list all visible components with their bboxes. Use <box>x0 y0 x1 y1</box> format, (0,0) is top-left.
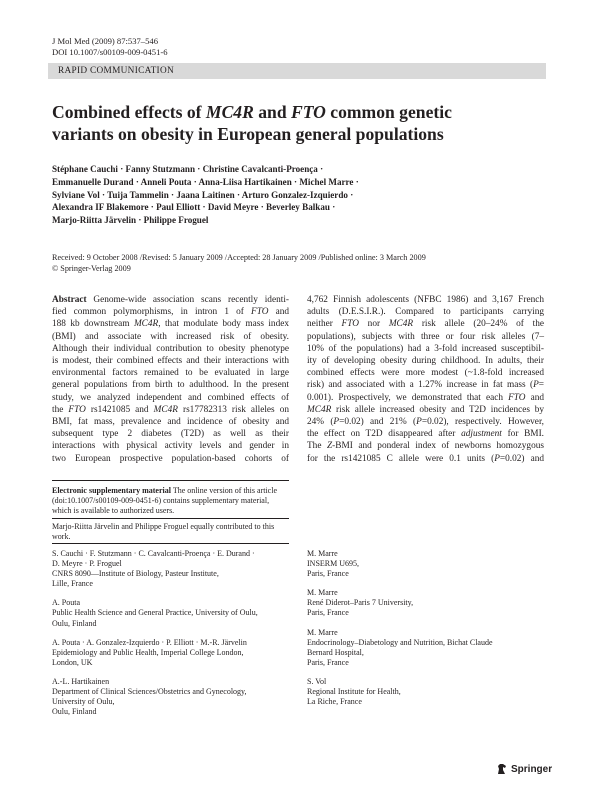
abstract-line: subsequent type 2 diabetes (T2D) as well as their <box>52 429 289 440</box>
affiliation-line: Department of Clinical Sciences/Obstetrics and Gynecology, <box>52 687 247 697</box>
affiliations-left <box>52 549 292 726</box>
abstract-line: is modest, their combined effects and their interactions with <box>52 356 289 367</box>
publisher-name: Springer <box>511 763 553 775</box>
abstract-line: the effect on T2D disappeared after adjustment for BMI. <box>307 429 544 440</box>
abstract-line: two European prospective population-based cohorts of <box>52 453 289 464</box>
article-type-banner <box>48 63 546 79</box>
affiliation-block <box>307 677 544 707</box>
footnote-rule <box>52 480 289 481</box>
received-dates: Received: 9 October 2008 /Revised: 5 January 2009 /Accepted: 28 January 2009 /Published online: 3 March 2009 <box>52 253 426 262</box>
doi: DOI 10.1007/s00109-009-0451-6 <box>52 47 168 57</box>
affiliation-line: S. Cauchi · F. Stutzmann · C. Cavalcanti-Proença · E. Durand · <box>52 549 255 558</box>
abstract-left-column <box>52 294 289 465</box>
affiliation-line: M. Marre <box>307 588 338 598</box>
affiliation-line: M. Marre <box>307 627 338 637</box>
abstract-line: 0.001). Prospectively, we demonstrated that each FTO and <box>307 392 544 403</box>
affiliation-line: A.-L. Hartikainen <box>52 676 110 686</box>
author-line: Sylviane Vol · Tuija Tammelin · Jaana Laitinen · Arturo Gonzalez-Izquierdo · <box>52 189 354 200</box>
abstract-left-text <box>52 294 289 465</box>
abstract-line: risk) and associated with a 1.27% increase in fat mass (P= <box>307 380 544 391</box>
article-title <box>52 102 522 145</box>
affiliation-block <box>52 598 292 628</box>
affiliation-line: Endocrinology–Diabetology and Nutrition, Bichat Claude <box>307 637 493 647</box>
affiliation-line: A. Pouta · A. Gonzalez-Izquierdo · P. Elliott · M.-R. Järvelin <box>52 637 247 647</box>
author-line: Emmanuelle Durand · Anneli Pouta · Anna-Liisa Hartikainen · Michel Marre · <box>52 176 359 187</box>
abstract-line: ity of developing obesity during childhood. In adults, their <box>307 356 544 367</box>
affiliation-line: Epidemiology and Public Health, Imperial College London, <box>52 647 244 657</box>
supplementary-note <box>52 486 292 516</box>
affiliation-line: Bernard Hospital, <box>307 647 364 657</box>
affiliation-line: Oulu, Finland <box>52 707 97 717</box>
author-line: Marjo-Riitta Järvelin · Philippe Froguel <box>52 215 209 226</box>
affiliation-block <box>307 588 544 618</box>
history-dates <box>52 253 522 274</box>
affiliation-line: CNRS 8090—Institute of Biology, Pasteur Institute, <box>52 569 219 579</box>
affiliation-block <box>52 549 292 589</box>
affiliation-line: D. Meyre · P. Froguel <box>52 559 122 569</box>
affiliation-line: Paris, France <box>307 657 349 667</box>
abstract-line: neither FTO nor MC4R risk allele (20–24% of the <box>307 319 544 330</box>
abstract-line: study, we analyzed independent and combined effects of <box>52 392 289 403</box>
affiliation-line: La Riche, France <box>307 697 362 707</box>
title-line-1: Combined effects of MC4R and FTO common genetic <box>52 102 452 122</box>
affiliation-line: S. Vol <box>307 676 327 686</box>
abstract-line: populations), subjects with three or four risk alleles (7– <box>307 331 544 342</box>
abstract-line: for the rs1421085 C allele were 0.1 units (P=0.02) and <box>307 453 544 464</box>
affiliation-block <box>307 628 544 668</box>
author-line: Stéphane Cauchi · Fanny Stutzmann · Christine Cavalcanti-Proença · <box>52 164 324 174</box>
abstract-line: MC4R risk allele increased obesity and T2D incidences by <box>307 404 544 415</box>
affiliation-line: Paris, France <box>307 608 349 618</box>
abstract-right-column <box>307 294 544 465</box>
journal-citation: J Mol Med (2009) 87:537–546 <box>52 36 158 46</box>
affiliation-block <box>52 638 292 668</box>
abstract-line: Although their individual contribution to obesity phenotype <box>52 343 289 354</box>
abstract-line: 188 kb downstream MC4R, that modulate body mass index <box>52 319 290 330</box>
equal-contribution-text: Marjo-Riitta Järvelin and Philippe Froguel equally contributed to this <box>52 522 275 531</box>
affiliation-line: M. Marre <box>307 549 338 558</box>
abstract-line: The Z-BMI and ponderal index of newborns homozygous <box>307 441 544 452</box>
abstract-line: 10% of the populations) had a 3-fold increased susceptibil- <box>307 343 544 354</box>
footnote-rule <box>52 518 289 519</box>
title-line-2: variants on obesity in European general populations <box>52 123 444 144</box>
esm-label: Electronic supplementary material <box>52 486 171 495</box>
affiliation-block <box>307 549 544 579</box>
abstract-line: the FTO rs1421085 and MC4R rs17782313 risk alleles on <box>52 404 289 415</box>
esm-text: (doi:10.1007/s00109-009-0451-6) contains supplementary material, <box>52 496 270 505</box>
abstract-line: general populations from birth to adulthood. In the present <box>52 380 289 391</box>
springer-horse-icon <box>496 763 508 775</box>
affiliation-line: Lille, France <box>52 579 93 589</box>
abstract-heading: Abstract <box>52 295 94 305</box>
abstract-line: interactions with physical activity levels and gender in <box>52 441 289 452</box>
abstract-line: 4,762 Finnish adolescents (NFBC 1986) and 3,167 French <box>307 295 544 305</box>
publisher-logo <box>496 763 552 775</box>
abstract-line: environmental factors remained to be evaluated in large <box>52 368 289 379</box>
abstract-line: combined effects were more modest (~1.8-fold increased <box>307 368 544 379</box>
equal-contribution-note <box>52 522 292 542</box>
affiliation-block <box>52 677 292 717</box>
abstract-right-text <box>307 294 544 465</box>
abstract-line: adults (D.E.S.I.R.). Compared to participants carrying <box>307 307 544 318</box>
affiliation-line: Paris, France <box>307 569 349 579</box>
abstract-line: fied common polymorphisms, in intron 1 of FTO and <box>52 307 290 318</box>
affiliation-line: Public Health Science and General Practice, University of Oulu, <box>52 608 258 618</box>
abstract-line: 24% (P=0.02) and 21% (P=0.02), respectively. However, <box>307 417 544 428</box>
article-type-label: RAPID COMMUNICATION <box>58 66 174 76</box>
affiliation-line: INSERM U695, <box>307 559 360 569</box>
equal-contribution-text: work. <box>52 532 71 541</box>
esm-text: which is available to authorized users. <box>52 506 175 515</box>
footnote-rule <box>52 543 289 544</box>
affiliation-line: University of Oulu, <box>52 697 115 707</box>
author-list <box>52 163 472 227</box>
abstract-line: (BMI) and associate with increased risk of obesity. <box>52 331 289 342</box>
affiliation-line: René Diderot–Paris 7 University, <box>307 598 414 608</box>
affiliation-line: A. Pouta <box>52 598 80 608</box>
affiliation-line: London, UK <box>52 657 93 667</box>
esm-text: The online version of this article <box>172 486 278 495</box>
abstract-line: Abstract Genome-wide association scans recently identi- <box>52 295 289 305</box>
affiliation-line: Regional Institute for Health, <box>307 687 401 697</box>
abstract-line: BMI, fat mass, prevalence and incidence of obesity and <box>52 417 289 428</box>
copyright: © Springer-Verlag 2009 <box>52 263 131 273</box>
affiliation-line: Oulu, Finland <box>52 618 97 628</box>
affiliations-right <box>307 549 544 716</box>
author-line: Alexandra IF Blakemore · Paul Elliott · David Meyre · Beverley Balkau · <box>52 202 336 213</box>
